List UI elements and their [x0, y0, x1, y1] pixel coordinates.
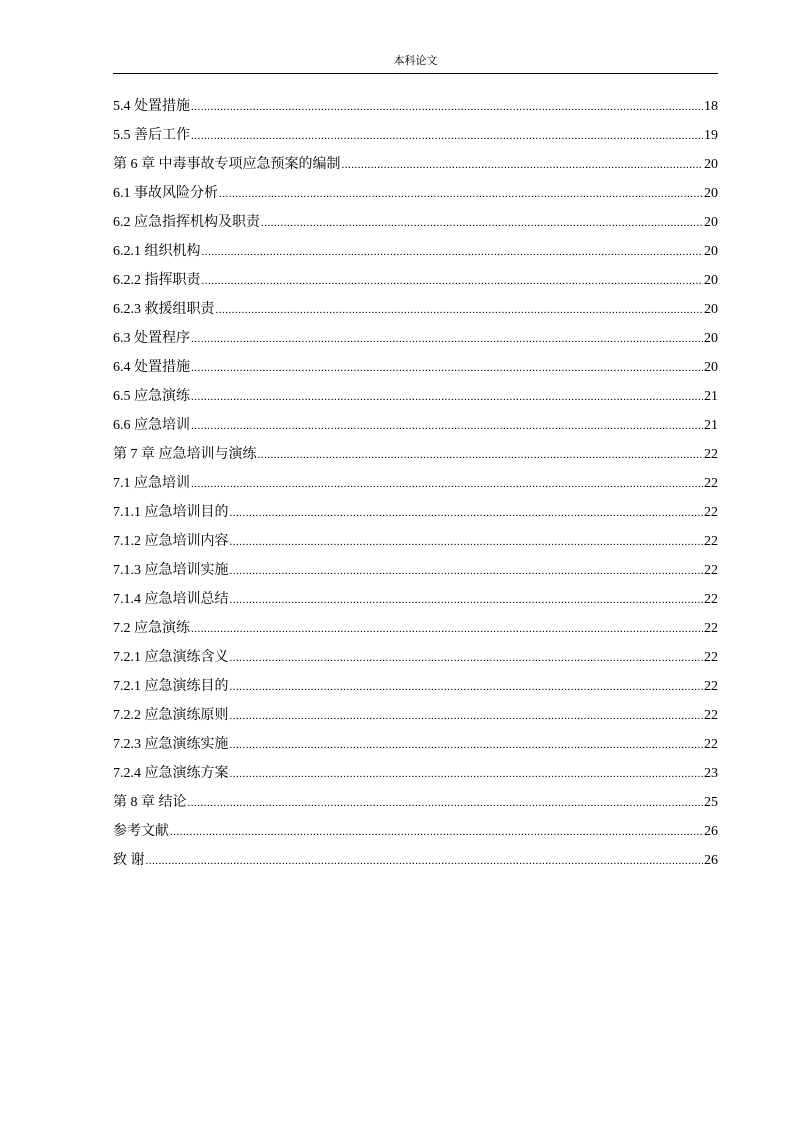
- toc-entry-page-number: 22: [704, 679, 718, 694]
- toc-entry[interactable]: [113, 382, 718, 411]
- toc-dot-leader: [146, 847, 704, 876]
- toc-dot-leader: [230, 702, 704, 731]
- toc-dot-leader: [230, 673, 704, 702]
- toc-dot-leader: [219, 180, 703, 209]
- header-title: 本科论文: [393, 54, 438, 67]
- toc-entry[interactable]: [113, 614, 718, 643]
- toc-entry-page-number: 22: [704, 708, 718, 723]
- toc-entry-title: 致 谢: [113, 853, 145, 868]
- toc-entry[interactable]: [113, 179, 718, 208]
- toc-dot-leader: [230, 557, 704, 586]
- toc-entry-title: 7.2.2 应急演练原则: [113, 708, 229, 723]
- toc-entry-page-number: 22: [704, 447, 718, 462]
- toc-dot-leader: [170, 818, 703, 847]
- toc-dot-leader: [230, 644, 704, 673]
- toc-dot-leader: [191, 383, 703, 412]
- toc-dot-leader: [230, 586, 704, 615]
- toc-entry[interactable]: [113, 788, 718, 817]
- toc-entry[interactable]: [113, 469, 718, 498]
- toc-entry-title: 6.2 应急指挥机构及职责: [113, 215, 260, 230]
- toc-entry-page-number: 22: [704, 505, 718, 520]
- toc-entry[interactable]: [113, 150, 718, 179]
- toc-entry-title: 7.2.3 应急演练实施: [113, 737, 229, 752]
- toc-entry[interactable]: [113, 295, 718, 324]
- toc-entry-title: 5.5 善后工作: [113, 128, 190, 143]
- toc-entry-page-number: 20: [704, 244, 718, 259]
- toc-entry-title: 第 8 章 结论: [113, 795, 187, 810]
- toc-entry[interactable]: [113, 353, 718, 382]
- toc-entry-title: 第 7 章 应急培训与演练: [113, 447, 257, 462]
- toc-entry[interactable]: [113, 643, 718, 672]
- toc-dot-leader: [202, 267, 704, 296]
- toc-dot-leader: [191, 412, 703, 441]
- toc-entry[interactable]: [113, 730, 718, 759]
- page-header: [113, 52, 718, 74]
- toc-entry-title: 7.2.4 应急演练方案: [113, 766, 229, 781]
- toc-entry-page-number: 22: [704, 592, 718, 607]
- toc-entry[interactable]: [113, 237, 718, 266]
- table-of-contents: [113, 92, 718, 875]
- toc-entry-page-number: 20: [704, 186, 718, 201]
- toc-entry-page-number: 19: [704, 128, 718, 143]
- toc-entry-page-number: 22: [704, 650, 718, 665]
- toc-entry-title: 5.4 处置措施: [113, 99, 190, 114]
- toc-dot-leader: [191, 615, 703, 644]
- toc-entry[interactable]: [113, 846, 718, 875]
- toc-entry-title: 7.1 应急培训: [113, 476, 190, 491]
- toc-entry-title: 7.1.1 应急培训目的: [113, 505, 229, 520]
- toc-entry-title: 7.2.1 应急演练含义: [113, 650, 229, 665]
- toc-entry[interactable]: [113, 672, 718, 701]
- toc-entry-page-number: 18: [704, 99, 718, 114]
- toc-entry-page-number: 22: [704, 534, 718, 549]
- toc-entry-page-number: 26: [704, 853, 718, 868]
- toc-dot-leader: [191, 354, 703, 383]
- toc-entry[interactable]: [113, 498, 718, 527]
- toc-dot-leader: [191, 325, 703, 354]
- toc-entry-page-number: 20: [704, 215, 718, 230]
- toc-entry[interactable]: [113, 121, 718, 150]
- toc-entry[interactable]: [113, 411, 718, 440]
- toc-entry-page-number: 26: [704, 824, 718, 839]
- toc-entry[interactable]: [113, 701, 718, 730]
- toc-entry-title: 7.2 应急演练: [113, 621, 190, 636]
- toc-entry-title: 6.2.3 救援组职责: [113, 302, 215, 317]
- toc-entry[interactable]: [113, 759, 718, 788]
- toc-dot-leader: [230, 499, 704, 528]
- toc-dot-leader: [188, 789, 704, 818]
- toc-entry-page-number: 21: [704, 389, 718, 404]
- toc-entry[interactable]: [113, 92, 718, 121]
- toc-entry-page-number: 20: [704, 360, 718, 375]
- toc-entry-title: 7.1.4 应急培训总结: [113, 592, 229, 607]
- toc-entry-title: 6.3 处置程序: [113, 331, 190, 346]
- toc-entry-page-number: 20: [704, 273, 718, 288]
- toc-entry[interactable]: [113, 266, 718, 295]
- toc-entry-title: 7.1.2 应急培训内容: [113, 534, 229, 549]
- toc-entry-title: 7.1.3 应急培训实施: [113, 563, 229, 578]
- toc-entry[interactable]: [113, 556, 718, 585]
- toc-entry-title: 6.1 事故风险分析: [113, 186, 218, 201]
- toc-entry-title: 6.5 应急演练: [113, 389, 190, 404]
- toc-entry[interactable]: [113, 585, 718, 614]
- toc-entry-title: 参考文献: [113, 824, 169, 839]
- toc-entry[interactable]: [113, 440, 718, 469]
- toc-dot-leader: [258, 441, 704, 470]
- toc-dot-leader: [261, 209, 703, 238]
- toc-entry-title: 第 6 章 中毒事故专项应急预案的编制: [113, 157, 341, 172]
- toc-dot-leader: [230, 760, 704, 789]
- toc-entry-page-number: 22: [704, 621, 718, 636]
- toc-entry-title: 6.6 应急培训: [113, 418, 190, 433]
- toc-entry[interactable]: [113, 527, 718, 556]
- toc-entry-title: 6.4 处置措施: [113, 360, 190, 375]
- toc-entry-page-number: 22: [704, 476, 718, 491]
- toc-dot-leader: [230, 528, 704, 557]
- toc-dot-leader: [216, 296, 704, 325]
- toc-dot-leader: [230, 731, 704, 760]
- toc-entry[interactable]: [113, 208, 718, 237]
- toc-dot-leader: [191, 93, 703, 122]
- toc-entry-page-number: 20: [704, 302, 718, 317]
- toc-entry[interactable]: [113, 324, 718, 353]
- toc-dot-leader: [191, 470, 703, 499]
- toc-entry-page-number: 22: [704, 737, 718, 752]
- toc-entry-page-number: 20: [704, 157, 718, 172]
- toc-dot-leader: [191, 122, 703, 151]
- toc-entry-page-number: 20: [704, 331, 718, 346]
- toc-entry-title: 6.2.1 组织机构: [113, 244, 201, 259]
- toc-dot-leader: [342, 151, 704, 180]
- toc-entry-title: 6.2.2 指挥职责: [113, 273, 201, 288]
- toc-entry-page-number: 23: [704, 766, 718, 781]
- toc-dot-leader: [202, 238, 704, 267]
- toc-entry-page-number: 22: [704, 563, 718, 578]
- toc-entry[interactable]: [113, 817, 718, 846]
- toc-entry-page-number: 25: [704, 795, 718, 810]
- toc-entry-title: 7.2.1 应急演练目的: [113, 679, 229, 694]
- toc-entry-page-number: 21: [704, 418, 718, 433]
